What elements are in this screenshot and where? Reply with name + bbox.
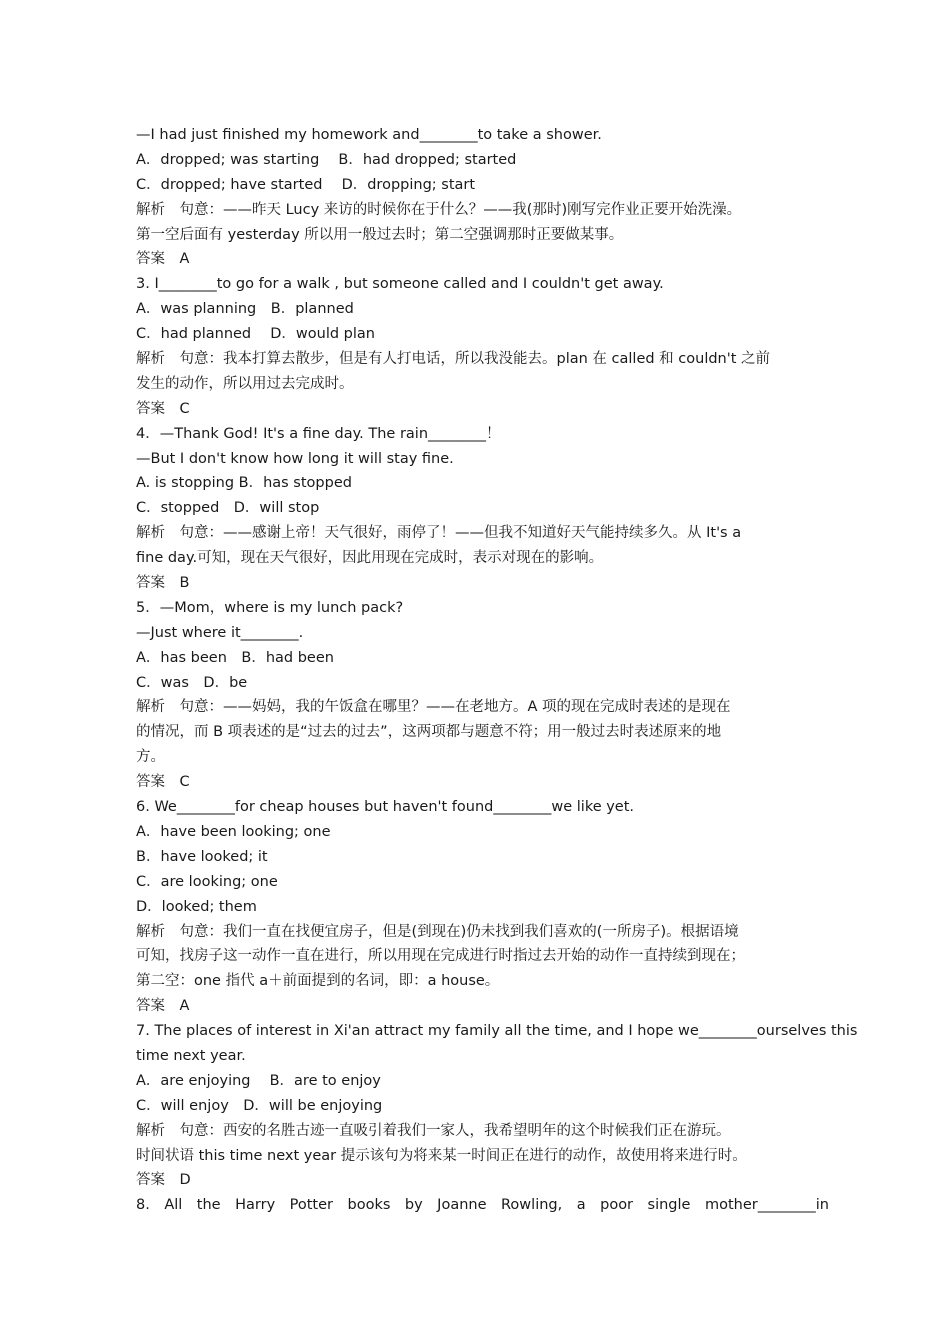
explanation-text: 解析 句意：——感谢上帝！天气很好，雨停了！——但我不知道好天气能持续多久。从 It's a	[136, 525, 742, 542]
explanation-text: fine day.可知，现在天气很好，因此用现在完成时，表示对现在的影响。	[136, 550, 604, 567]
answer-options: A．dropped; was starting B．had dropped; started	[136, 151, 517, 168]
explanation-text: 解析 句意：我们一直在找便宜房子，但是(到现在)仍未找到我们喜欢的(一所房子)。根据语境	[136, 923, 739, 940]
explanation-text: 解析 句意：西安的名胜古迹一直吸引着我们一家人，我希望明年的这个时候我们正在游玩。	[136, 1122, 731, 1139]
explanation-text: 第一空后面有 yesterday 所以用一般过去时；第二空强调那时正要做某事。	[136, 226, 624, 243]
question-stem: 4．—Thank God! It's a fine day. The rain________！	[136, 425, 501, 442]
explanation-text: 发生的动作，所以用过去完成时。	[136, 375, 354, 392]
answer-key: 答案 A	[136, 998, 190, 1015]
explanation-text: 解析 句意：——妈妈，我的午饭盒在哪里？——在老地方。A 项的现在完成时表述的是现在	[136, 699, 731, 716]
question-stem: 8. All the Harry Potter books by Joanne Rowling, a poor single mother________in	[136, 1197, 829, 1214]
answer-key: 答案 C	[136, 774, 190, 791]
question-stem: 3. I________to go for a walk , but someone called and I couldn't get away.	[136, 276, 664, 293]
answer-options: A．was planning B．planned	[136, 301, 354, 318]
answer-options: C．stopped D．will stop	[136, 500, 320, 517]
question-stem: 5．—Mom，where is my lunch pack?	[136, 599, 404, 616]
explanation-text: 方。	[136, 749, 165, 766]
explanation-text: 可知，找房子这一动作一直在进行，所以用现在完成进行时指过去开始的动作一直持续到现在；	[136, 948, 745, 965]
question-stem: —Just where it________.	[136, 624, 304, 641]
answer-options: A. is stopping B．has stopped	[136, 475, 352, 492]
answer-options: C．will enjoy D．will be enjoying	[136, 1097, 383, 1114]
answer-options: C．was D．be	[136, 674, 248, 691]
answer-options: C．are looking; one	[136, 873, 278, 890]
answer-key: 答案 D	[136, 1172, 191, 1189]
question-stem: 6. We________for cheap houses but haven't found________we like yet.	[136, 799, 635, 816]
answer-options: B．have looked; it	[136, 848, 268, 865]
explanation-text: 解析 句意：——昨天 Lucy 来访的时候你在于什么？——我(那时)刚写完作业正要开始洗澡。	[136, 201, 742, 218]
answer-options: A．have been looking; one	[136, 823, 331, 840]
question-stem: —But I don't know how long it will stay fine.	[136, 450, 454, 467]
answer-options: D．looked; them	[136, 898, 257, 915]
document-page	[136, 123, 858, 1218]
answer-options: A．has been B．had been	[136, 649, 334, 666]
answer-options: C．had planned D．would plan	[136, 326, 375, 343]
question-stem: time next year.	[136, 1047, 246, 1064]
answer-options: C．dropped; have started D．dropping; start	[136, 176, 476, 193]
question-stem: 7. The places of interest in Xi'an attract my family all the time, and I hope we________ourselves this	[136, 1023, 858, 1040]
answer-key: 答案 B	[136, 575, 190, 592]
answer-key: 答案 A	[136, 251, 190, 268]
explanation-text: 第二空：one 指代 a＋前面提到的名词，即：a house。	[136, 973, 500, 990]
answer-key: 答案 C	[136, 400, 190, 417]
answer-options: A．are enjoying B．are to enjoy	[136, 1072, 381, 1089]
explanation-text: 时间状语 this time next year 提示该句为将来某一时间正在进行的动作，故使用将来进行时。	[136, 1147, 747, 1164]
question-stem: —I had just finished my homework and________to take a shower.	[136, 127, 602, 143]
explanation-text: 解析 句意：我本打算去散步，但是有人打电话，所以我没能去。plan 在 called 和 couldn't 之前	[136, 351, 771, 368]
explanation-text: 的情况，而 B 项表述的是“过去的过去”，这两项都与题意不符；用一般过去时表述原来的地	[136, 724, 722, 741]
